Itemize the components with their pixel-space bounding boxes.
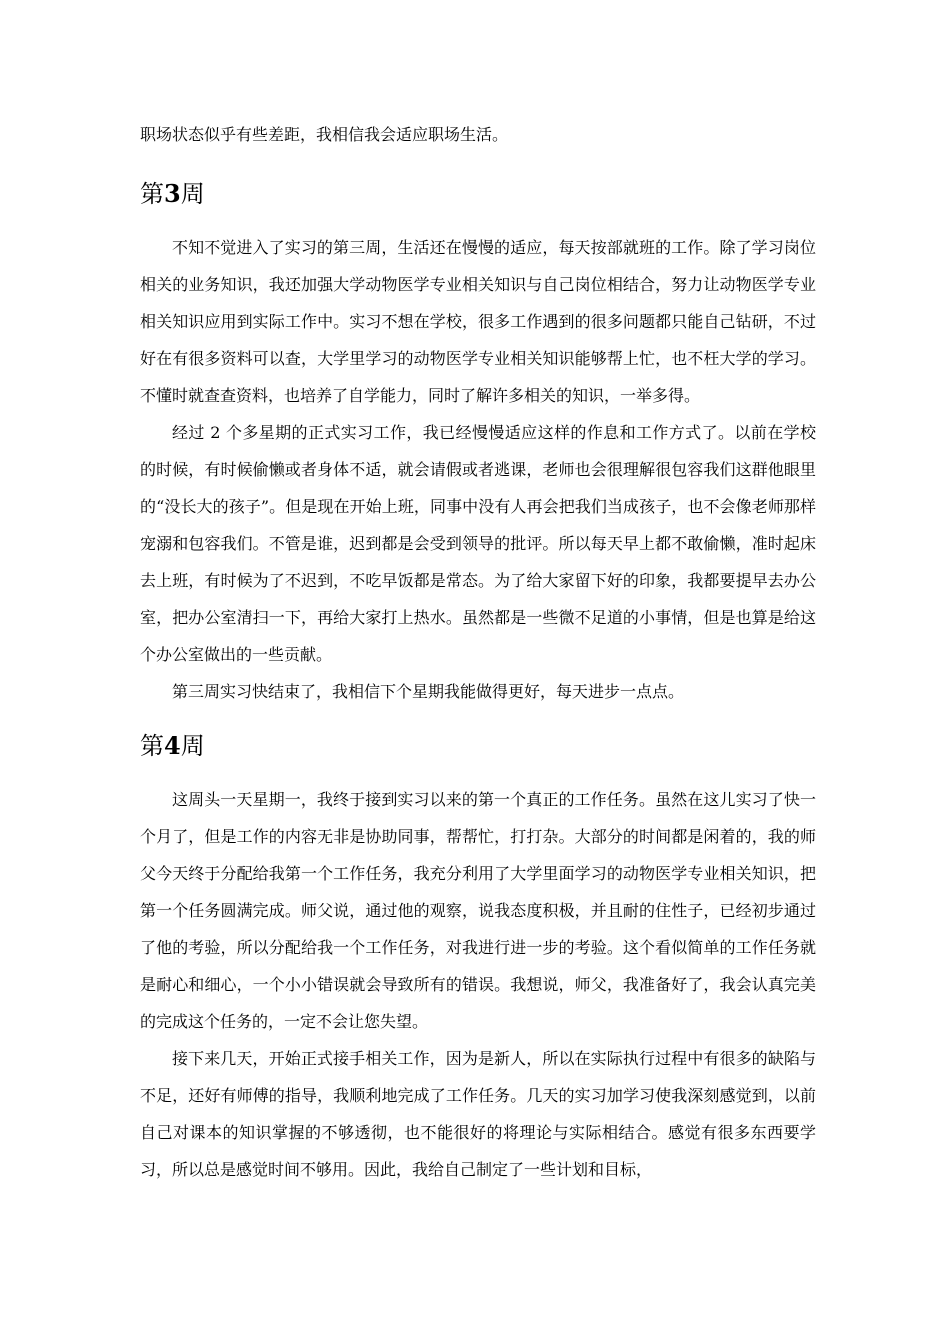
week4-heading-prefix: 第 [140,732,164,760]
week4-paragraph-2: 接下来几天，开始正式接手相关工作，因为是新人，所以在实际执行过程中有很多的缺陷与不足，还好有师傅的指导，我顺利地完成了工作任务。几天的实习加学习使我深刻感觉到，以前自己对课本的知识掌握的不够透彻，也不能很好的将理论与实际相结合。感觉有很多东西要学习，所以总是感觉时间不够用。因此，我给自己制定了一些计划和目标， [140,1049,816,1179]
week3-paragraph-3: 第三周实习快结束了，我相信下个星期我能做得更好，每天进步一点点。 [172,682,685,701]
week4-heading [140,730,816,762]
week3-paragraph-1: 不知不觉进入了实习的第三周，生活还在慢慢的适应，每天按部就班的工作。除了学习岗位相关的业务知识，我还加强大学动物医学专业相关知识与自己岗位相结合，努力让动物医学专业相关知识应用到实际工作中。实习不想在学校，很多工作遇到的很多问题都只能自己钻研，不过好在有很多资料可以查，大学里学习的动物医学专业相关知识能够帮上忙，也不枉大学的学习。不懂时就查查资料，也培养了自学能力，同时了解许多相关的知识，一举多得。 [140,238,816,405]
document-body [140,116,816,1188]
week3-heading [140,178,816,210]
week4-heading-suffix: 周 [180,732,205,760]
week3-heading-suffix: 周 [180,180,205,208]
week3-paragraph-2: 经过 2 个多星期的正式实习工作，我已经慢慢适应这样的作息和工作方式了。以前在学校的时候，有时候偷懒或者身体不适，就会请假或者逃课，老师也会很理解很包容我们这群他眼里的“没长大的孩子”。但是现在开始上班，同事中没有人再会把我们当成孩子，也不会像老师那样宠溺和包容我们。不管是谁，迟到都是会受到领导的批评。所以每天早上都不敢偷懒，准时起床去上班，有时候为了不迟到，不吃早饭都是常态。为了给大家留下好的印象，我都要提早去办公室，把办公室清扫一下，再给大家打上热水。虽然都是一些微不足道的小事情，但是也算是给这个办公室做出的一些贡献。 [140,423,816,664]
week4-heading-number: 4 [164,731,181,760]
intro-paragraph: 职场状态似乎有些差距，我相信我会适应职场生活。 [140,125,509,144]
week4-paragraph-1: 这周头一天星期一，我终于接到实习以来的第一个真正的工作任务。虽然在这儿实习了快一个月了，但是工作的内容无非是协助同事，帮帮忙，打打杂。大部分的时间都是闲着的，我的师父今天终于分配给我第一个工作任务，我充分利用了大学里面学习的动物医学专业相关知识，把第一个任务圆满完成。师父说，通过他的观察，说我态度积极，并且耐的住性子，已经初步通过了他的考验，所以分配给我一个工作任务，对我进行进一步的考验。这个看似简单的工作任务就是耐心和细心，一个小小错误就会导致所有的错误。我想说，师父，我准备好了，我会认真完美的完成这个任务的，一定不会让您失望。 [140,790,816,1031]
week3-heading-prefix: 第 [140,180,164,208]
week3-heading-number: 3 [164,179,181,208]
